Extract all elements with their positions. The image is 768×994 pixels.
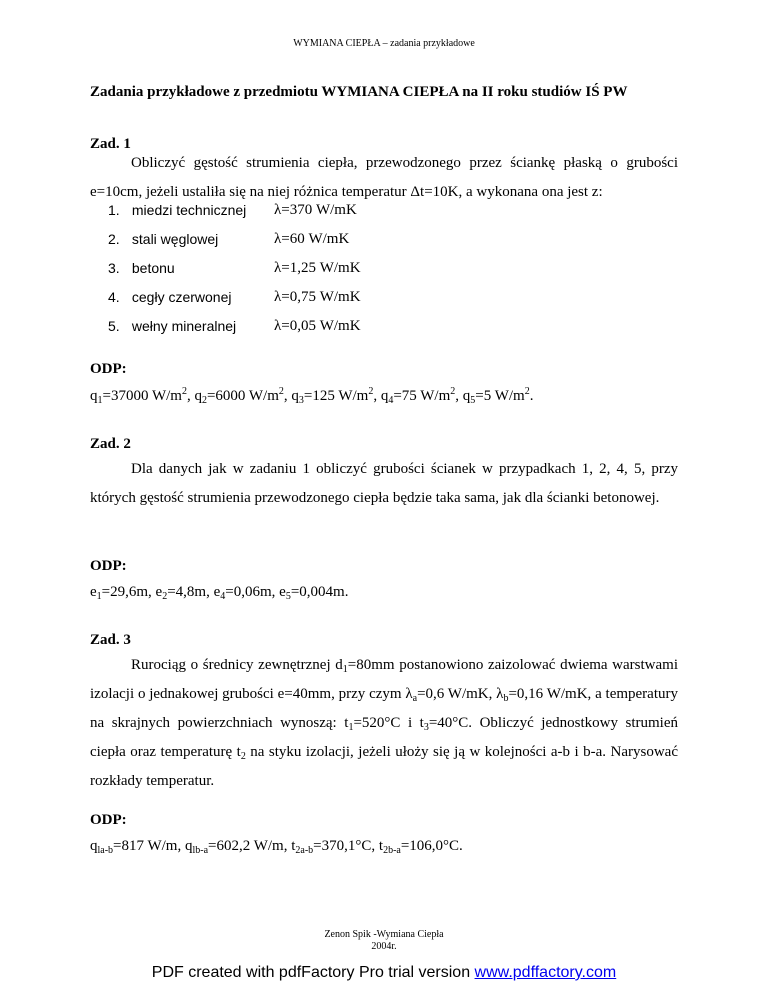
list-item <box>108 202 357 218</box>
item-value: λ=370 W/mK <box>274 202 357 218</box>
zad1-text-content: Obliczyć gęstość strumienia ciepła, przewodzonego przez ściankę płaską o grubości e=10cm, jeżeli ustaliła się na niej różnica temperatur Δt=10K, a wykonana ona jest z: <box>90 155 678 200</box>
zad3-text: Rurociąg o średnicy zewnętrznej $d_1=80mm$ postanowiono zaizolować dwiema warstwami izolacji o jednakowej grubości e=40mm, przy czym $\lambda_a=0,6$ W/mK, $\lambda_b=0,16$ W/mK, a temperatury na skrajnych powierzchniach wynoszą: $t_1=520^\circ C$ i $t_3=40^\circ C$. Obliczyć jednostkowy strumień ciepła oraz temperaturę $t_2$ na styku izolacji, jeżeli ułoży się ją w kolejności a-b i b-a. Narysować rozkłady temperatur. <box>90 657 678 789</box>
list-item <box>108 231 350 247</box>
pdffactory-link[interactable]: www.pdffactory.com <box>474 964 617 981</box>
item-label: betonu <box>131 260 175 276</box>
footer-year: 2004r. <box>371 941 397 952</box>
item-value: λ=0,05 W/mK <box>274 318 361 334</box>
zad3-answer: $q_{la-b}=817$ W/m, $q_{lb-a}=602,2$ W/m, $t_{2a-b}=370,1^\circ C$, $t_{2b-a}=106,0^\circ C$. <box>90 838 463 856</box>
list-item <box>108 260 361 276</box>
zad3-odp-label: ODP: <box>90 812 127 828</box>
item-label: miedzi technicznej <box>131 202 247 218</box>
page-header: WYMIANA CIEPŁA – zadania przykładowe <box>293 38 475 49</box>
item-value: λ=0,75 W/mK <box>274 289 361 305</box>
zad1-heading: Zad. 1 <box>90 136 131 152</box>
item-label: stali węglowej <box>131 231 219 247</box>
zad2-heading: Zad. 2 <box>90 436 131 452</box>
list-item <box>108 318 361 334</box>
item-label: cegły czerwonej <box>131 289 232 305</box>
zad2-text: Dla danych jak w zadaniu 1 obliczyć grubości ścianek w przypadkach 1, 2, 4, 5, przy których gęstość strumienia przewodzonego ciepła będzie taka sama, jak dla ścianki betonowej. <box>90 461 678 506</box>
zad1-text <box>90 149 678 207</box>
zad2-answer: $e_1=29,6m$, $e_2=4,8m$, $e_4=0,06m$, $e_5=0,004m$. <box>90 584 349 602</box>
item-value: λ=1,25 W/mK <box>274 260 361 276</box>
list-item <box>108 289 361 305</box>
zad1-answer: $q_1=37000$ $W/m^2$, $q_2=6000$ $W/m^2$, $q_3=125$ $W/m^2$, $q_4=75$ $W/m^2$, $q_5=5$ $W/m^2$. <box>90 386 534 406</box>
item-number: 1. <box>108 202 120 218</box>
item-number: 4. <box>108 289 120 305</box>
pdf-notice-text: PDF created with pdfFactory Pro trial version <box>151 964 475 981</box>
zad2-odp-label: ODP: <box>90 558 127 574</box>
zad1-odp-label: ODP: <box>90 361 127 377</box>
pdf-notice <box>0 964 768 982</box>
item-value: λ=60 W/mK <box>274 231 350 247</box>
page-footer <box>0 929 768 953</box>
item-number: 5. <box>108 318 120 334</box>
zad3-heading: Zad. 3 <box>90 632 131 648</box>
item-number: 3. <box>108 260 120 276</box>
document-title: Zadania przykładowe z przedmiotu WYMIANA CIEPŁA na II roku studiów IŚ PW <box>90 84 628 100</box>
footer-author: Zenon Spik -Wymiana Ciepła <box>324 929 444 940</box>
item-number: 2. <box>108 231 120 247</box>
item-label: wełny mineralnej <box>131 318 237 334</box>
